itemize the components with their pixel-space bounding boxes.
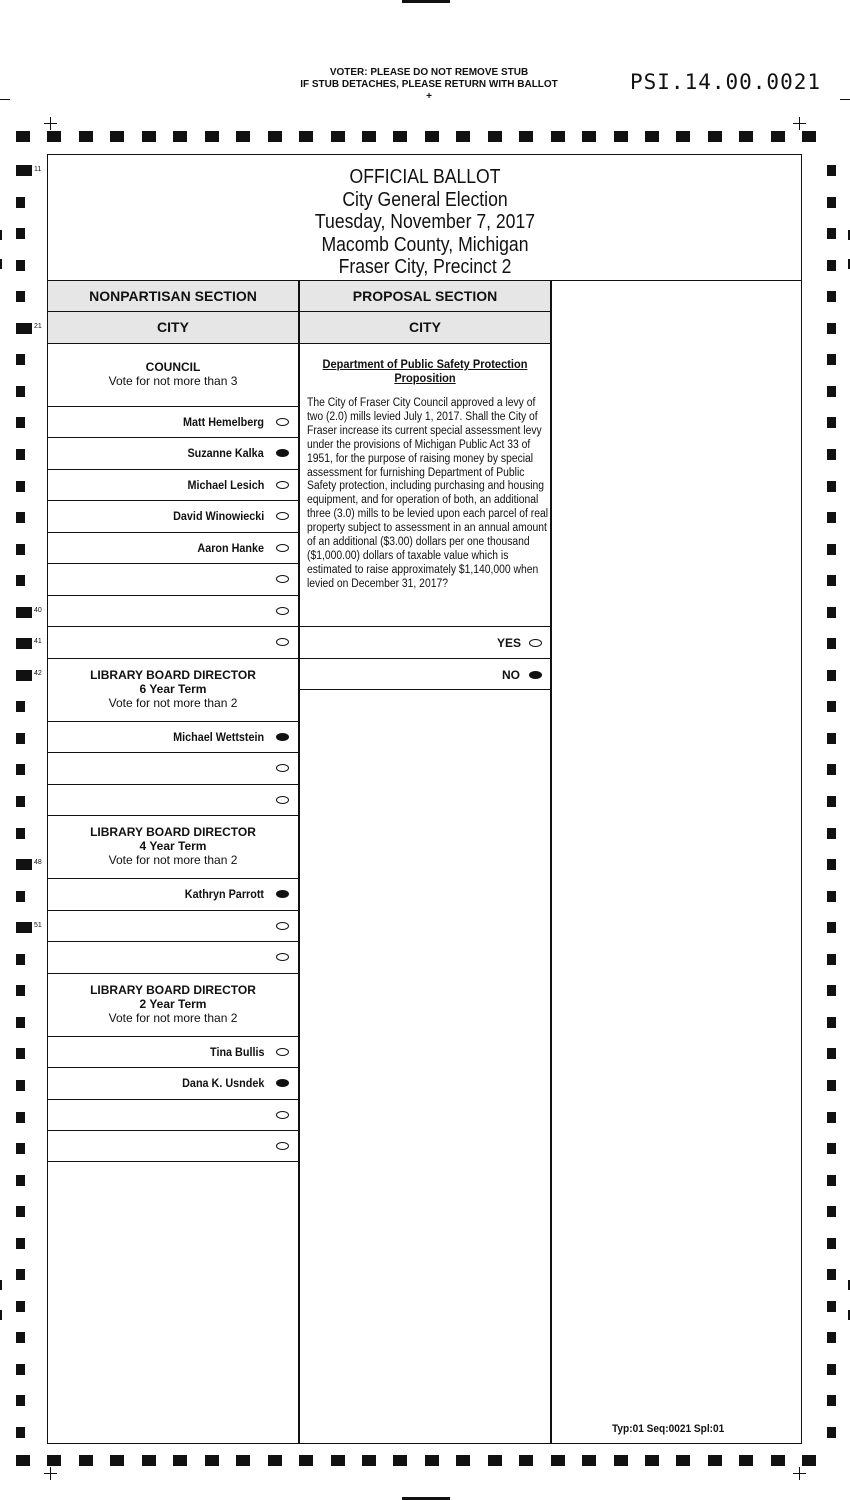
candidate-row[interactable]: [48, 437, 298, 468]
timing-mark: [739, 1455, 753, 1466]
timing-mark: [331, 131, 345, 142]
timing-mark: [645, 131, 659, 142]
timing-mark: [827, 954, 836, 965]
write-in-row[interactable]: [48, 563, 298, 594]
write-in-row[interactable]: [48, 1130, 298, 1161]
timing-mark: [16, 954, 25, 965]
vote-oval[interactable]: [276, 1111, 289, 1119]
library2-race-header: [48, 983, 298, 1025]
timing-mark: [16, 260, 25, 271]
timing-mark: [827, 1175, 836, 1186]
timing-mark: [0, 1310, 2, 1320]
vote-oval[interactable]: [276, 638, 289, 646]
timing-mark: [582, 1455, 596, 1466]
timing-mark: [16, 131, 30, 142]
timing-mark: [16, 701, 25, 712]
timing-mark: [827, 1301, 836, 1312]
proposal-title: [313, 357, 537, 385]
timing-mark: [16, 354, 25, 365]
write-in-row[interactable]: [48, 784, 298, 815]
timing-mark: [16, 449, 25, 460]
timing-mark: [827, 165, 836, 176]
timing-mark: [16, 764, 25, 775]
registration-crosshair: [793, 1467, 806, 1480]
timing-mark: [110, 1455, 124, 1466]
timing-mark: [16, 1301, 25, 1312]
vote-oval[interactable]: [276, 544, 289, 552]
timing-mark: [173, 131, 187, 142]
timing-mark: [16, 733, 25, 744]
candidate-name: Kathryn Parrott: [184, 887, 264, 901]
column-divider: [550, 280, 552, 1444]
timing-mark: [827, 1269, 836, 1280]
timing-mark: [299, 131, 313, 142]
timing-mark: [827, 607, 836, 618]
timing-mark: [16, 512, 25, 523]
timing-mark: [827, 1427, 836, 1438]
write-in-row[interactable]: [48, 910, 298, 941]
timing-mark: [614, 131, 628, 142]
timing-mark: [16, 607, 32, 618]
write-in-row[interactable]: [48, 1099, 298, 1130]
timing-mark: [519, 131, 533, 142]
ballot-serial: PSI.14.00.0021: [630, 70, 822, 94]
candidate-row[interactable]: [48, 1036, 298, 1067]
timing-mark: [582, 131, 596, 142]
timing-mark: [16, 575, 25, 586]
timing-mark: [16, 1080, 25, 1091]
timing-mark: [708, 1455, 722, 1466]
timing-mark: [488, 131, 502, 142]
library2-term: 2 Year Term: [139, 997, 207, 1011]
candidate-name: Suzanne Kalka: [187, 446, 264, 460]
timing-mark: [551, 1455, 565, 1466]
timing-mark: [268, 131, 282, 142]
timing-mark: [827, 796, 836, 807]
write-in-row[interactable]: [48, 752, 298, 783]
timing-mark: [79, 1455, 93, 1466]
timing-mark: [236, 1455, 250, 1466]
timing-mark: [16, 544, 25, 555]
timing-mark: [299, 1455, 313, 1466]
nonpartisan-city-header: CITY: [48, 312, 298, 344]
race-divider: [48, 658, 298, 659]
write-in-row[interactable]: [48, 595, 298, 626]
timing-mark: [16, 1395, 25, 1406]
timing-mark: [205, 131, 219, 142]
row-number: 21: [34, 323, 42, 330]
timing-mark: [827, 417, 836, 428]
timing-mark: [739, 131, 753, 142]
timing-mark: [802, 131, 816, 142]
timing-mark: [16, 891, 25, 902]
timing-mark: [16, 670, 32, 681]
timing-mark: [827, 1206, 836, 1217]
proposal-divider: [300, 658, 550, 659]
vote-oval-filled[interactable]: [276, 1079, 289, 1087]
library4-instruction: Vote for not more than 2: [108, 853, 238, 867]
registration-crosshair: [793, 117, 806, 130]
edge-tick: [0, 99, 10, 100]
row-number: 42: [34, 670, 42, 677]
race-divider: [48, 815, 298, 816]
timing-mark: [676, 1455, 690, 1466]
timing-mark: [16, 417, 25, 428]
timing-mark: [827, 575, 836, 586]
race-divider: [48, 1161, 298, 1162]
vote-oval[interactable]: [276, 1048, 289, 1056]
timing-mark: [16, 1143, 25, 1154]
proposal-divider: [300, 626, 550, 627]
timing-mark: [16, 481, 25, 492]
timing-mark: [16, 638, 32, 649]
stub-mark-top: [402, 0, 450, 3]
timing-mark: [519, 1455, 533, 1466]
timing-mark: [827, 701, 836, 712]
timing-mark: [47, 131, 61, 142]
proposal-title-line1: Department of Public Safety Protection: [322, 357, 528, 371]
candidate-row[interactable]: [48, 406, 298, 437]
timing-mark: [456, 131, 470, 142]
timing-mark: [456, 1455, 470, 1466]
timing-mark: [827, 323, 836, 334]
council-title: COUNCIL: [145, 360, 201, 374]
candidate-row[interactable]: [48, 532, 298, 563]
timing-mark: [16, 165, 32, 176]
proposal-yes-label: YES: [497, 636, 522, 650]
timing-mark: [0, 1280, 2, 1290]
timing-mark: [827, 1364, 836, 1375]
timing-mark: [827, 1017, 836, 1028]
timing-mark: [362, 1455, 376, 1466]
timing-mark: [827, 638, 836, 649]
timing-mark: [827, 733, 836, 744]
timing-mark: [425, 1455, 439, 1466]
vote-oval[interactable]: [276, 418, 289, 426]
edge-tick: [840, 99, 850, 100]
timing-mark: [827, 859, 836, 870]
nonpartisan-section-header: NONPARTISAN SECTION: [48, 281, 298, 312]
candidate-name: Tina Bullis: [209, 1045, 264, 1059]
timing-mark: [16, 197, 25, 208]
timing-mark: [16, 1206, 25, 1217]
title-line4: Macomb County, Michigan: [321, 233, 529, 256]
timing-mark: [827, 1080, 836, 1091]
candidate-name: Dana K. Usndek: [181, 1076, 264, 1090]
timing-mark: [16, 1048, 25, 1059]
timing-mark: [47, 1455, 61, 1466]
timing-mark: [393, 1455, 407, 1466]
library6-term: 6 Year Term: [139, 682, 207, 696]
vote-oval-filled[interactable]: [276, 449, 289, 457]
timing-mark: [425, 131, 439, 142]
timing-mark: [827, 544, 836, 555]
timing-mark: [827, 891, 836, 902]
timing-mark: [16, 828, 25, 839]
write-in-row[interactable]: [48, 941, 298, 972]
timing-mark: [16, 1455, 30, 1466]
library6-race-header: [48, 668, 298, 710]
timing-mark: [16, 1238, 25, 1249]
proposal-city-header: CITY: [300, 312, 550, 344]
timing-mark: [827, 228, 836, 239]
timing-mark: [0, 259, 2, 269]
timing-mark: [16, 323, 32, 334]
proposal-no-label: NO: [502, 668, 520, 682]
timing-mark: [236, 131, 250, 142]
timing-mark: [802, 1455, 816, 1466]
timing-mark: [331, 1455, 345, 1466]
candidate-name: Michael Lesich: [187, 478, 264, 492]
timing-mark: [827, 449, 836, 460]
ballot-title: [271, 166, 579, 279]
council-race-header: [48, 360, 298, 388]
proposal-section-header: PROPOSAL SECTION: [300, 281, 550, 312]
title-line3: Tuesday, November 7, 2017: [314, 211, 536, 233]
timing-mark: [16, 859, 32, 870]
library4-title: LIBRARY BOARD DIRECTOR: [90, 825, 256, 839]
timing-mark: [16, 922, 32, 933]
timing-mark: [16, 291, 25, 302]
timing-mark: [362, 131, 376, 142]
vote-oval[interactable]: [276, 481, 289, 489]
library6-title: LIBRARY BOARD DIRECTOR: [90, 668, 256, 682]
candidate-row[interactable]: [48, 469, 298, 500]
candidate-name: David Winowiecki: [172, 509, 264, 523]
timing-mark: [16, 1427, 25, 1438]
vote-oval[interactable]: [276, 922, 289, 930]
proposal-divider: [300, 689, 550, 690]
vote-oval[interactable]: [276, 764, 289, 772]
title-line5: Fraser City, Precinct 2: [338, 256, 512, 278]
timing-mark: [16, 985, 25, 996]
stub-note-line2: IF STUB DETACHES, PLEASE RETURN WITH BALLOT: [300, 79, 558, 90]
timing-mark: [771, 1455, 785, 1466]
timing-mark: [827, 1048, 836, 1059]
timing-mark: [827, 922, 836, 933]
timing-mark: [16, 1364, 25, 1375]
stub-note-line1: VOTER: PLEASE DO NOT REMOVE STUB: [329, 67, 529, 78]
proposal-text: The City of Fraser City Council approved a levy of two (2.0) mills levied July 1, 2017. Shall the City of Fraser increase its current special assessment levy under the provisions of Michigan Public Act 33 of 1951, for the purpose of raising money by special assessment for furnishing Department of Public Safety protection, including purchasing and housing equipment, and for operation of both, an additional three (3.0) mills to be levied upon each parcel of real property subject to assessment in an annual amount of an additional ($3.00) dollars per one thousand ($1,000.00) dollars of taxable value which is estimated to raise approximately $1,140,000 when levied on December 31, 2017?: [307, 397, 549, 590]
timing-mark: [645, 1455, 659, 1466]
ballot-footer-code: Typ:01 Seq:0021 Spl:01: [612, 1423, 725, 1435]
timing-mark: [827, 985, 836, 996]
timing-mark: [16, 1112, 25, 1123]
timing-mark: [142, 131, 156, 142]
timing-mark: [16, 1269, 25, 1280]
timing-mark: [827, 1395, 836, 1406]
timing-mark: [16, 796, 25, 807]
timing-mark: [708, 131, 722, 142]
candidate-row[interactable]: [48, 721, 298, 752]
timing-mark: [16, 386, 25, 397]
candidate-name: Aaron Hanke: [197, 541, 264, 555]
timing-mark: [79, 131, 93, 142]
timing-mark: [393, 131, 407, 142]
timing-mark: [827, 764, 836, 775]
timing-mark: [827, 512, 836, 523]
column-divider: [298, 280, 300, 1444]
proposal-title-line2: Proposition: [394, 371, 456, 385]
council-instruction: Vote for not more than 3: [108, 374, 238, 388]
timing-mark: [614, 1455, 628, 1466]
timing-mark: [827, 1112, 836, 1123]
stub-note: [270, 67, 588, 103]
proposal-yes-oval[interactable]: [529, 639, 542, 647]
library6-instruction: Vote for not more than 2: [108, 696, 238, 710]
timing-mark: [16, 228, 25, 239]
timing-mark: [771, 131, 785, 142]
timing-mark: [827, 197, 836, 208]
timing-mark: [268, 1455, 282, 1466]
timing-mark: [827, 1143, 836, 1154]
timing-mark: [827, 670, 836, 681]
timing-mark: [16, 1332, 25, 1343]
row-number: 11: [34, 166, 42, 173]
candidate-row[interactable]: [48, 1067, 298, 1098]
timing-mark: [676, 131, 690, 142]
vote-oval[interactable]: [276, 512, 289, 520]
timing-mark: [827, 260, 836, 271]
row-number: 51: [34, 922, 42, 929]
vote-oval-filled[interactable]: [276, 733, 289, 741]
stub-note-plus: +: [426, 91, 432, 102]
vote-oval[interactable]: [276, 953, 289, 961]
timing-mark: [0, 230, 2, 240]
timing-mark: [827, 291, 836, 302]
timing-mark: [205, 1455, 219, 1466]
row-number: 48: [34, 859, 42, 866]
title-line1: OFFICIAL BALLOT: [349, 166, 501, 188]
timing-mark: [173, 1455, 187, 1466]
row-number: 41: [34, 638, 42, 645]
candidate-row[interactable]: [48, 500, 298, 531]
candidate-name: Matt Hemelberg: [182, 415, 264, 429]
vote-oval[interactable]: [276, 575, 289, 583]
vote-oval-filled[interactable]: [276, 890, 289, 898]
title-line2: City General Election: [342, 188, 508, 211]
library4-race-header: [48, 825, 298, 867]
library2-instruction: Vote for not more than 2: [108, 1011, 238, 1025]
vote-oval[interactable]: [276, 1142, 289, 1150]
timing-mark: [827, 386, 836, 397]
row-number: 40: [34, 607, 42, 614]
timing-mark: [110, 131, 124, 142]
timing-mark: [16, 1017, 25, 1028]
candidate-row[interactable]: [48, 878, 298, 909]
timing-mark: [827, 354, 836, 365]
write-in-row[interactable]: [48, 626, 298, 657]
vote-oval[interactable]: [276, 796, 289, 804]
library2-title: LIBRARY BOARD DIRECTOR: [90, 983, 256, 997]
timing-mark: [827, 481, 836, 492]
race-divider: [48, 973, 298, 974]
timing-mark: [551, 131, 565, 142]
timing-mark: [827, 828, 836, 839]
timing-mark: [827, 1332, 836, 1343]
registration-crosshair: [44, 117, 57, 130]
timing-mark: [827, 1238, 836, 1249]
timing-mark: [488, 1455, 502, 1466]
candidate-name: Michael Wettstein: [172, 730, 264, 744]
proposal-no-oval-filled[interactable]: [529, 671, 542, 679]
timing-mark: [142, 1455, 156, 1466]
registration-crosshair: [44, 1467, 57, 1480]
timing-mark: [16, 1175, 25, 1186]
vote-oval[interactable]: [276, 607, 289, 615]
library4-term: 4 Year Term: [139, 839, 207, 853]
